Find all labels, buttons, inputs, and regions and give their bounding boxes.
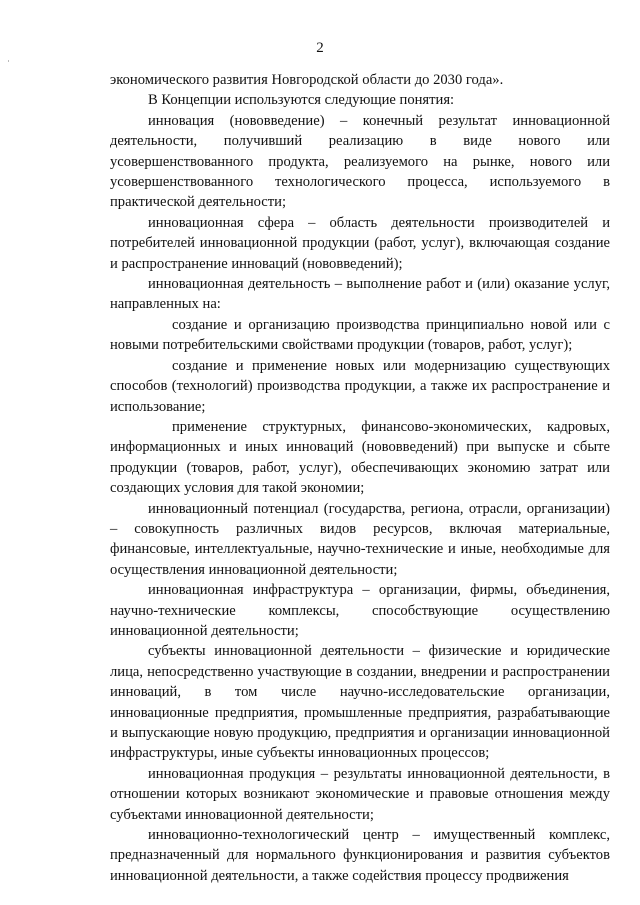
paragraph-def-tech-center: инновационно-технологический центр – имущественный комплекс, предназначенный для нормального функционирования и развития субъектов инновационной деятельности, а также содействия процессу продвижения	[110, 827, 610, 884]
paragraph-concept-title: экономического развития Новгородской области до 2030 года».	[110, 72, 504, 88]
paragraph-terms-intro: В Концепции используются следующие понятия:	[148, 92, 455, 109]
document-body	[110, 70, 610, 886]
paragraph-def-innovation-subjects: субъекты инновационной деятельности – физические и юридические лица, непосредственно участвующие в создании, внедрении и распространении инноваций, в том числе научно-исследовательские организации, инновационные предприятия, промышленные предприятия, разрабатывающие и выпускающие новую продукцию, предприятия и организации инновационной инфраструктуры, иные субъекты инновационных процессов;	[110, 643, 610, 762]
paragraph-def-innovation-activity: инновационная деятельность – выполнение работ и (или) оказание услуг, направленных на:	[110, 276, 610, 313]
paragraph-def-innovation-product: инновационная продукция – результаты инновационной деятельности, в отношении которых возникают экономические и правовые отношения между субъектами инновационной деятельности;	[110, 765, 610, 823]
paragraph-def-innovation-potential: инновационный потенциал (государства, региона, отрасли, организации) – совокупность различных видов ресурсов, включая материальные, финансовые, интеллектуальные, научно-технические и иные, необходимые для осуществления инновационной деятельности;	[110, 500, 610, 578]
page-number: 2	[316, 40, 324, 56]
scan-artifact	[8, 60, 9, 62]
paragraph-def-innovation-infrastructure: инновационная инфраструктура – организации, фирмы, объединения, научно-технические комплексы, способствующие осуществлению инновационной деятельности;	[110, 582, 610, 639]
paragraph-activity-item-1: создание и организацию производства принципиально новой или с новыми потребительскими свойствами продукции (товаров, работ, услуг);	[110, 316, 610, 354]
paragraph-activity-item-3: применение структурных, финансово-экономических, кадровых, информационных и иных инноваций (нововведений) при выпуске и сбыте продукции (товаров, работ, услуг), обеспечивающих экономию затрат или создающих условия для такой экономии;	[110, 418, 610, 497]
paragraph-activity-item-2: создание и применение новых или модернизацию существующих способов (технологий) производства продукции, а также их распространение и использование;	[110, 357, 610, 415]
paragraph-def-innovation-sphere: инновационная сфера – область деятельности производителей и потребителей инновационной продукции (работ, услуг), включающая создание и распространение инноваций (нововведений);	[110, 214, 610, 272]
paragraph-def-innovation: инновация (нововведение) – конечный результат инновационной деятельности, получивший реализацию в виде нового или усовершенствованного продукта, реализуемого на рынке, нового или усовершенствованного технологического процесса, используемого в практической деятельности;	[110, 112, 610, 211]
